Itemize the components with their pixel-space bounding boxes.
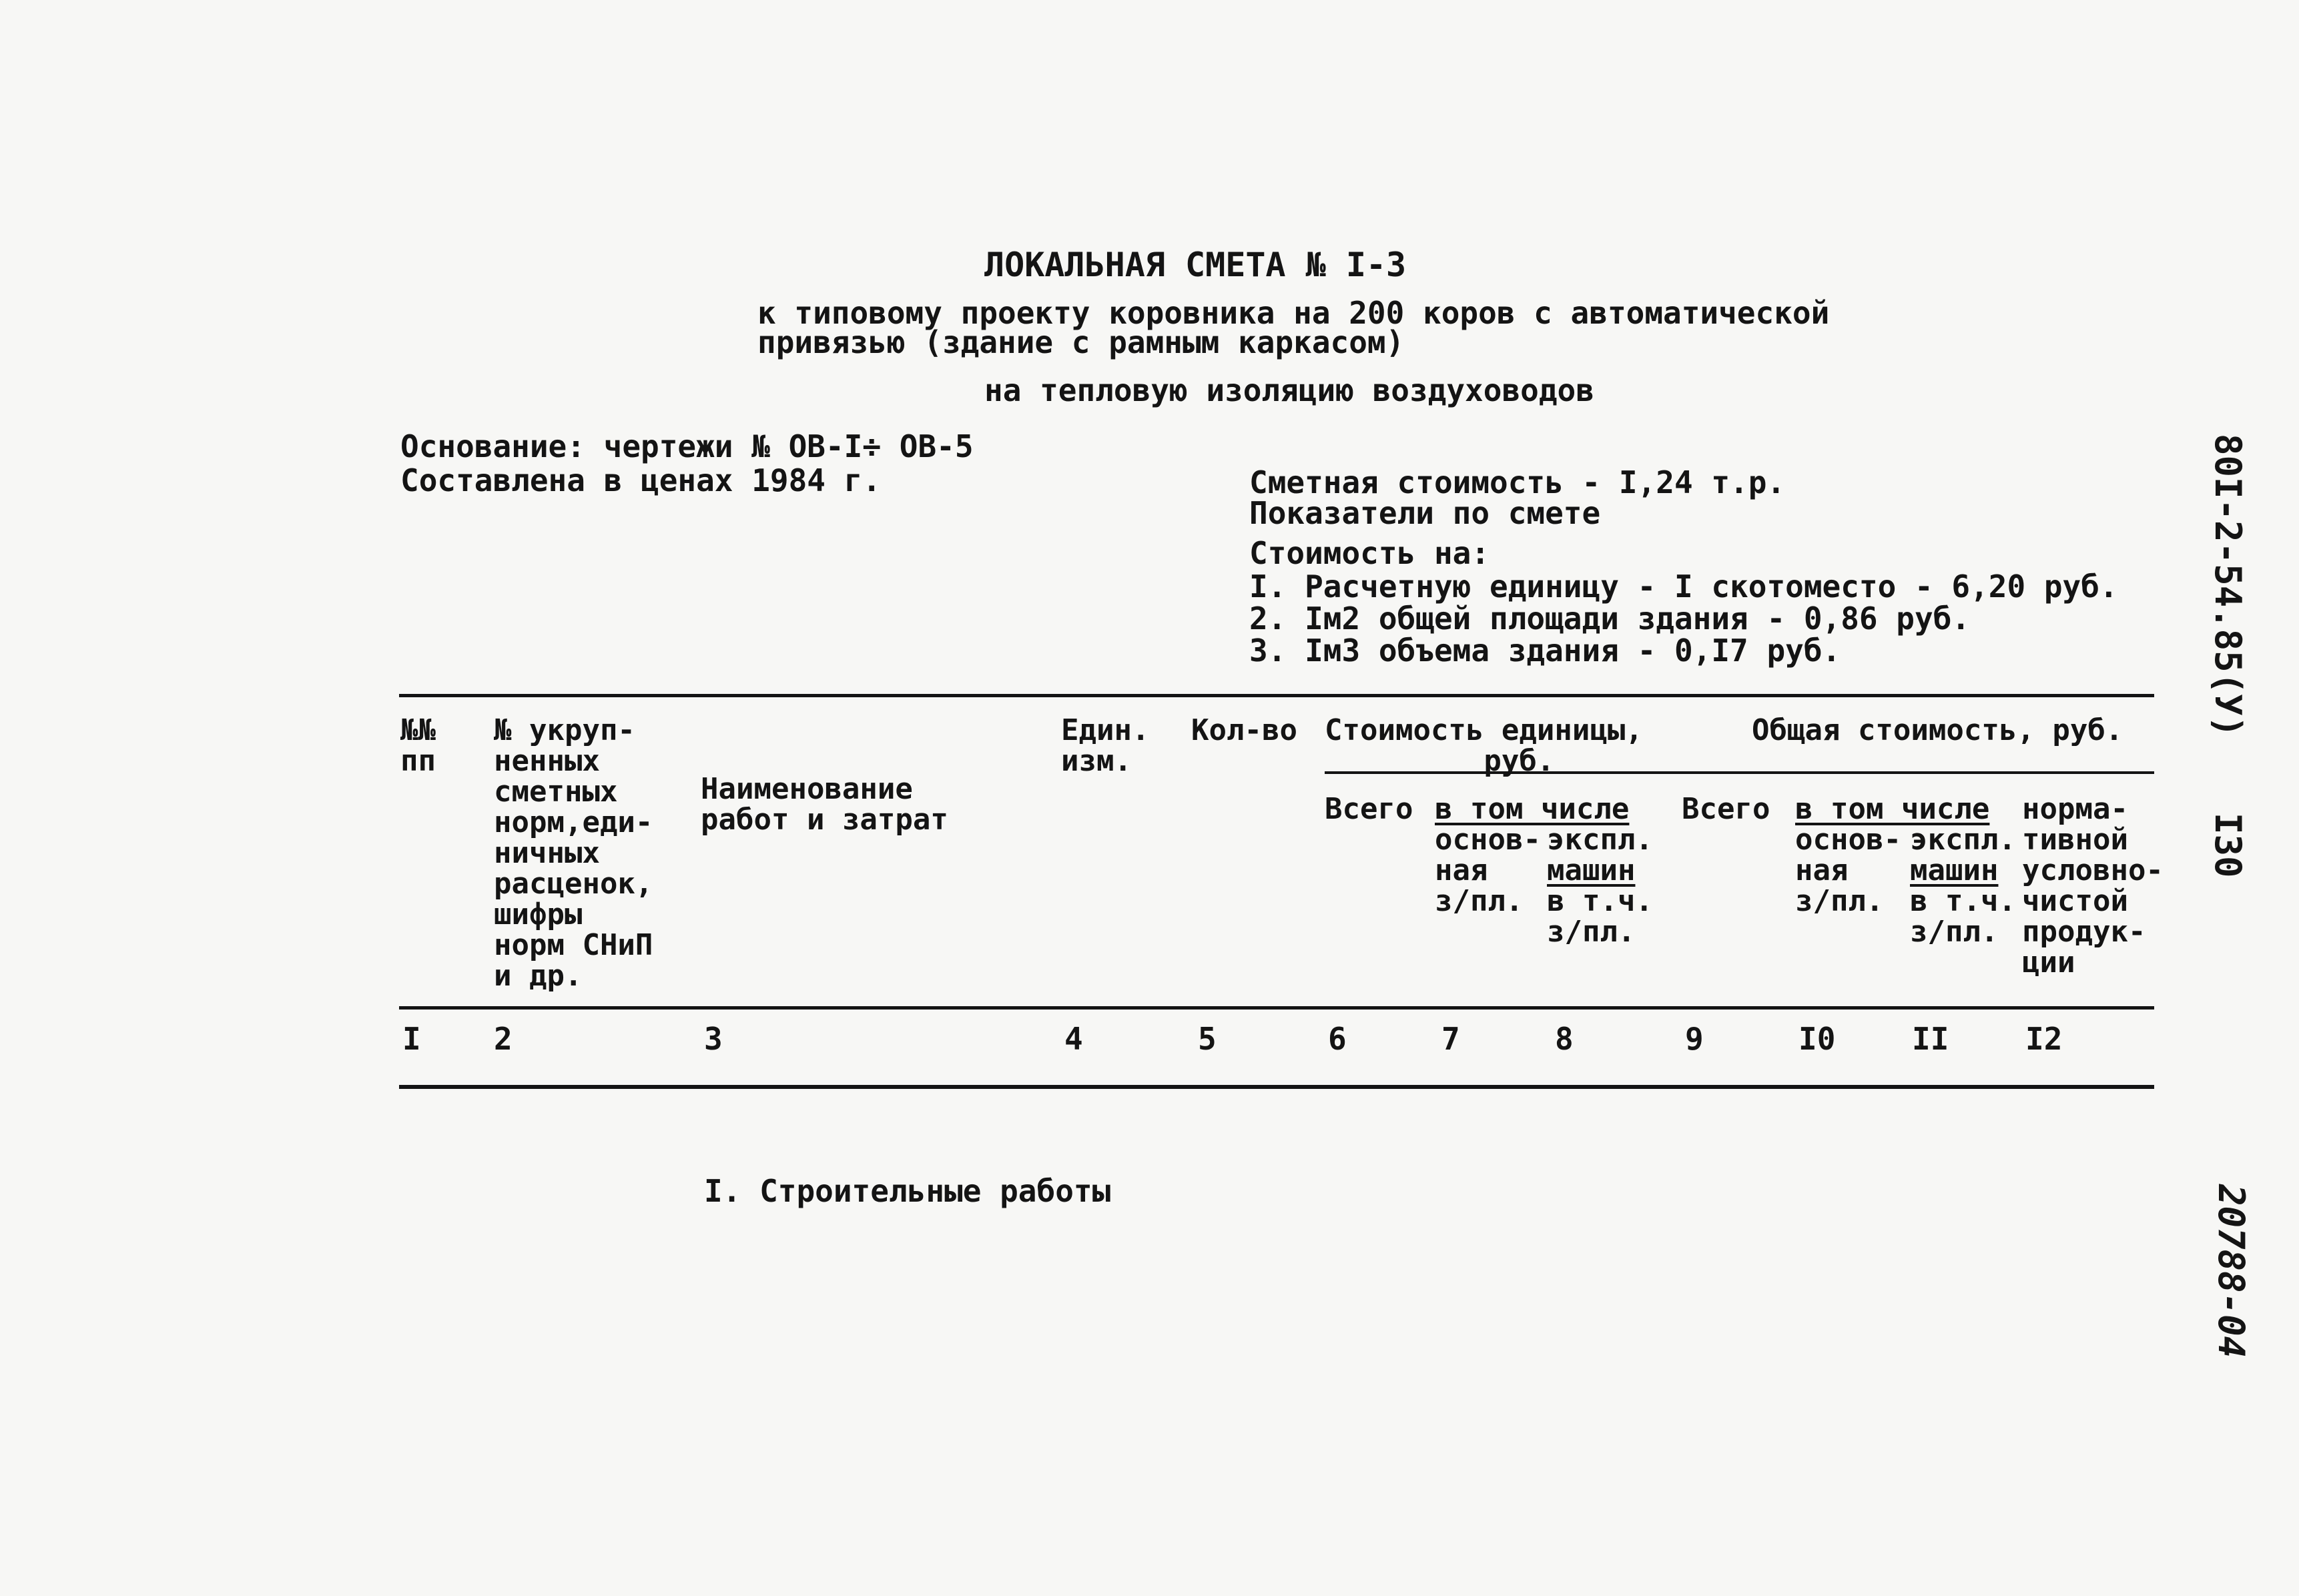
column-number: II (1912, 1021, 1949, 1057)
header-normative-production: норма- тивной условно- чистой продук- ции (2022, 792, 2164, 979)
header-row-number: №№ пп (400, 713, 436, 778)
header-total-cost-exploitation: экспл. (1910, 823, 2016, 857)
basis-line: Основание: чертежи № ОВ-I÷ ОВ-5 (400, 428, 974, 464)
table-column-numbers-rule (399, 1085, 2154, 1089)
header-unit-cost-basic-wages: основ- ная з/пл. (1435, 823, 1541, 918)
column-number: 6 (1328, 1021, 1347, 1057)
header-total-cost-basic-wages: основ- ная з/пл. (1795, 823, 1901, 918)
estimated-cost: Сметная стоимость - I,24 т.р. (1249, 464, 1786, 500)
prices-line: Составлена в ценах 1984 г. (400, 462, 882, 498)
column-number: 2 (494, 1021, 513, 1057)
header-total-cost-total: Всего (1682, 792, 1770, 826)
indicators-label: Показатели по смете (1249, 495, 1601, 531)
column-number: 3 (704, 1021, 723, 1057)
header-unit-cost-exploitation: экспл. (1547, 823, 1653, 857)
cost-per-item-2: 2. Iм2 общей площади здания - 0,86 руб. (1249, 601, 1971, 637)
scope-line: на тепловую изоляцию воздуховодов (984, 372, 1594, 408)
column-number: I2 (2025, 1021, 2063, 1057)
header-unit: Един. изм. (1061, 713, 1150, 778)
table-header-bottom-rule (399, 1006, 2154, 1010)
column-number: I0 (1798, 1021, 1836, 1057)
header-norms: № укруп- ненных сметных норм,еди- ничных расценок, шифры норм СНиП и др. (494, 713, 653, 993)
header-unit-cost-including: в том числе (1435, 792, 1630, 826)
document-title: ЛОКАЛЬНАЯ СМЕТА № I-3 (984, 246, 1407, 284)
cost-per-item-3: 3. Iм3 объема здания - 0,I7 руб. (1249, 633, 1841, 669)
header-unit-cost-machines: машин (1547, 853, 1636, 887)
column-number: 7 (1441, 1021, 1460, 1057)
table-top-rule (399, 694, 2154, 697)
section-heading: I. Строительные работы (704, 1173, 1111, 1209)
column-number: 4 (1064, 1021, 1083, 1057)
column-number: I (402, 1021, 421, 1057)
header-total-cost-machine-wages: в т.ч. з/пл. (1910, 884, 2016, 949)
column-number: 9 (1685, 1021, 1704, 1057)
header-unit-cost-total: Всего (1325, 792, 1413, 826)
subtitle-line-1: к типовому проекту коровника на 200 коров с автоматической (757, 295, 1830, 331)
subtitle-line-2: привязью (здание с рамным каркасом) (757, 324, 1405, 360)
header-quantity: Кол-во (1191, 713, 1297, 747)
header-total-cost-including: в том числе (1795, 792, 1990, 826)
column-number: 5 (1198, 1021, 1217, 1057)
header-total-cost-machines: машин (1910, 853, 1999, 887)
header-total-cost: Общая стоимость, руб. (1752, 713, 2123, 747)
header-work-name: Наименование работ и затрат (701, 772, 948, 837)
side-page-number: I30 (2207, 813, 2249, 878)
cost-per-item-1: I. Расчетную единицу - I скотоместо - 6,20 руб. (1249, 568, 2118, 605)
header-unit-cost-machine-wages: в т.ч. з/пл. (1547, 884, 1653, 949)
column-number: 8 (1555, 1021, 1574, 1057)
header-unit-cost: Стоимость единицы, руб. (1325, 713, 1643, 778)
side-code: 80I-2-54.85(У) (2207, 434, 2249, 738)
cost-per-label: Стоимость на: (1249, 535, 1490, 571)
side-document-number: 20788-04 (2210, 1184, 2252, 1358)
